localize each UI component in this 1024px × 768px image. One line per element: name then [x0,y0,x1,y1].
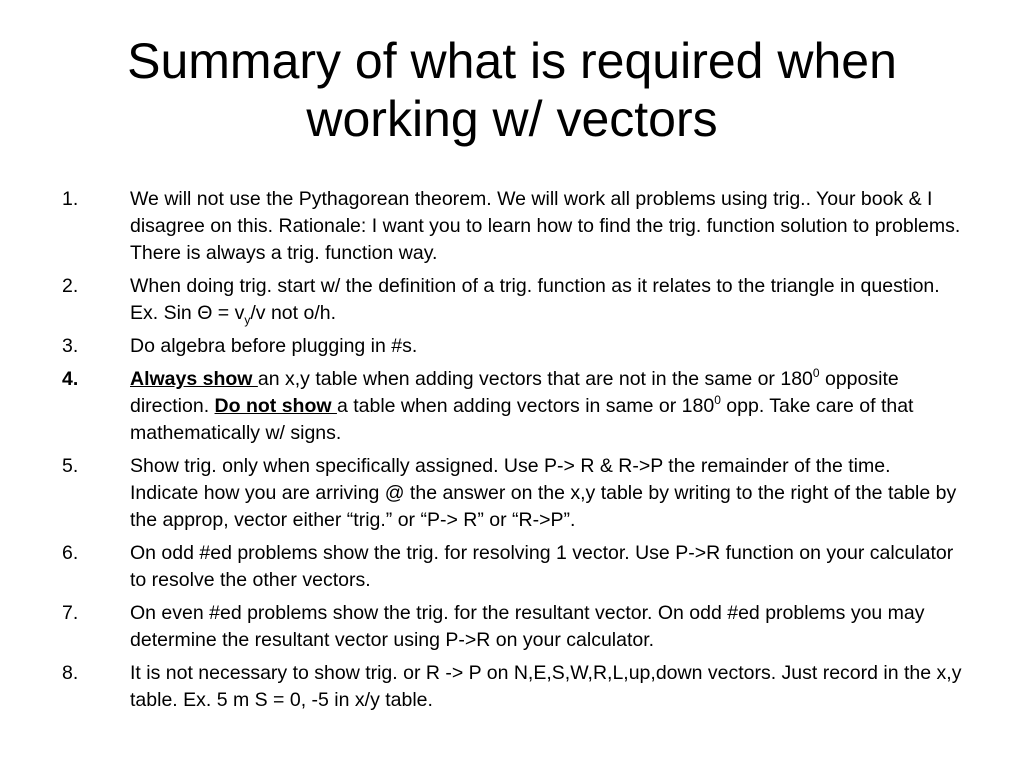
item-number: 3. [62,335,79,357]
item-number: 5. [62,455,79,477]
subscript-y: y [244,313,251,327]
emphasis-always-show: Always show [130,368,258,390]
list-item-7 [62,600,962,654]
item-text: On even #ed problems show the trig. for the resultant vector. On odd #ed problems you may determine the resultant vector using P->R on your calculator. [130,602,925,651]
list-item-3 [62,333,962,360]
title-line-2: working w/ vectors [306,91,718,147]
theta-symbol: Θ [197,302,213,324]
item-number: 8. [62,662,79,684]
list-item-4 [62,366,962,447]
item-text-part: When doing trig. start w/ the definition of a trig. function as it relates to the triangle in question. Ex. Sin [130,275,940,324]
item-text: Show trig. only when specifically assigned. Use P-> R & R->P the remainder of the time. Indicate how you are arriving @ the answer on the x,y table by writing to the right of the table by the approp, vector either “trig.” or “P-> R” or “R->P”. [130,455,957,531]
item-text [130,275,940,327]
item-text-part: opp. Take care of that mathematically w/ signs. [130,395,914,444]
list-item-6 [62,540,962,594]
item-number: 6. [62,542,79,564]
item-text-part: /v not o/h. [250,302,336,324]
degree-superscript: 0 [714,393,721,407]
requirements-list [62,186,962,720]
degree-superscript: 0 [812,366,820,380]
item-text: Do algebra before plugging in #s. [130,335,418,357]
item-text-part: a table when adding vectors in same or 180 [336,395,715,417]
item-text: On odd #ed problems show the trig. for resolving 1 vector. Use P->R function on your calculator to resolve the other vectors. [130,542,954,591]
emphasis-do-not-show: Do not show [214,395,337,417]
item-text-part: = v [212,302,245,324]
title-line-1: Summary of what is required when [127,33,897,89]
list-item-5 [62,453,962,534]
item-number: 1. [62,188,79,210]
slide-title [40,32,984,148]
item-text: It is not necessary to show trig. or R -> P on N,E,S,W,R,L,up,down vectors. Just record in the x,y table. Ex. 5 m S = 0, -5 in x/y table. [130,662,962,711]
list-item-8 [62,660,962,714]
item-number: 7. [62,602,79,624]
item-text: We will not use the Pythagorean theorem. We will work all problems using trig.. Your book & I disagree on this. Rationale: I want you to learn how to find the trig. function solution to problems. There is always a trig. function way. [130,188,961,264]
list-item-1 [62,186,962,267]
list-item-2 [62,273,962,327]
item-number: 4. [62,368,79,390]
item-text-part: opposite direction. [130,368,899,417]
item-text-part: an x,y table when adding vectors that are not in the same or 180 [257,368,813,390]
item-number: 2. [62,275,79,297]
item-text [130,368,913,444]
